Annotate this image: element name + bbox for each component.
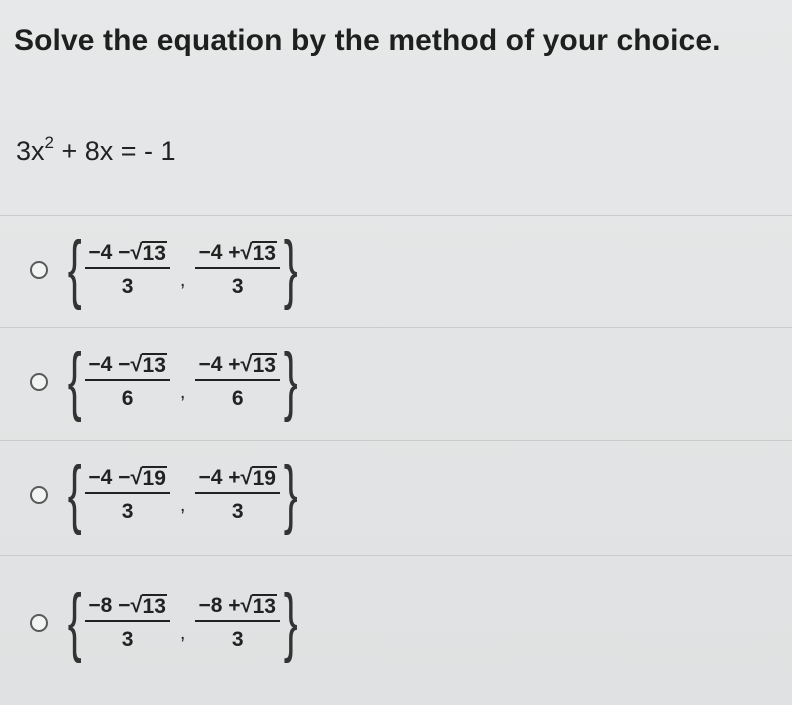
radio-button-option-3[interactable] <box>30 486 48 504</box>
denominator: 3 <box>121 500 134 523</box>
close-brace: } <box>283 451 298 536</box>
radicand: 13 <box>252 241 276 265</box>
fraction-left <box>85 239 169 299</box>
denominator: 3 <box>231 275 244 298</box>
square-root <box>130 239 166 265</box>
square-root <box>240 592 276 618</box>
answer-option-3[interactable] <box>0 441 792 551</box>
comma: , <box>179 269 186 291</box>
square-root <box>240 239 276 265</box>
comma: , <box>179 494 186 516</box>
answer-option-1[interactable] <box>0 216 792 326</box>
numerator-prefix: −8 + <box>198 594 241 617</box>
numerator-prefix: −4 − <box>88 466 131 489</box>
fraction-left <box>85 592 169 652</box>
radical-sign: √ <box>130 464 143 489</box>
denominator: 6 <box>121 387 134 410</box>
numerator-prefix: −4 − <box>88 241 131 264</box>
open-brace: { <box>67 226 82 311</box>
numerator <box>85 592 169 622</box>
equation-term: 3x <box>16 136 45 166</box>
numerator-prefix: −4 + <box>198 466 241 489</box>
open-brace: { <box>67 579 82 664</box>
denominator: 3 <box>231 628 244 651</box>
equation <box>16 135 176 167</box>
square-root <box>130 351 166 377</box>
fraction-right <box>195 239 279 299</box>
square-root <box>130 592 166 618</box>
radical-sign: √ <box>240 592 253 617</box>
radical-sign: √ <box>130 592 143 617</box>
numerator-prefix: −4 − <box>88 353 131 376</box>
fraction-right <box>195 351 279 411</box>
denominator: 6 <box>231 387 244 410</box>
radio-button-option-2[interactable] <box>30 373 48 391</box>
radical-sign: √ <box>240 351 253 376</box>
radicand: 19 <box>142 466 166 490</box>
numerator <box>85 239 169 269</box>
answer-set-3 <box>68 449 297 539</box>
numerator <box>85 351 169 381</box>
radicand: 13 <box>142 594 166 618</box>
answer-set-1 <box>68 224 297 314</box>
equation-exponent: 2 <box>44 133 54 152</box>
denominator: 3 <box>121 628 134 651</box>
denominator: 3 <box>231 500 244 523</box>
radicand: 13 <box>252 353 276 377</box>
numerator <box>85 464 169 494</box>
numerator <box>195 239 279 269</box>
radical-sign: √ <box>240 464 253 489</box>
answer-option-4[interactable] <box>0 556 792 666</box>
numerator-prefix: −8 − <box>88 594 131 617</box>
fraction-right <box>195 592 279 652</box>
numerator <box>195 351 279 381</box>
radio-button-option-1[interactable] <box>30 261 48 279</box>
radicand: 13 <box>142 241 166 265</box>
radical-sign: √ <box>240 239 253 264</box>
square-root <box>240 351 276 377</box>
equation-rest: + 8x = - 1 <box>54 136 176 166</box>
answer-option-2[interactable] <box>0 328 792 438</box>
fraction-right <box>195 464 279 524</box>
numerator <box>195 464 279 494</box>
open-brace: { <box>67 451 82 536</box>
close-brace: } <box>283 226 298 311</box>
radicand: 19 <box>252 466 276 490</box>
radicand: 13 <box>142 353 166 377</box>
close-brace: } <box>283 338 298 423</box>
answer-set-4 <box>68 577 297 667</box>
radicand: 13 <box>252 594 276 618</box>
open-brace: { <box>67 338 82 423</box>
radical-sign: √ <box>130 239 143 264</box>
question-instruction: Solve the equation by the method of your choice. <box>14 24 721 57</box>
fraction-left <box>85 351 169 411</box>
fraction-left <box>85 464 169 524</box>
close-brace: } <box>283 579 298 664</box>
comma: , <box>179 381 186 403</box>
radio-button-option-4[interactable] <box>30 614 48 632</box>
numerator-prefix: −4 + <box>198 241 241 264</box>
denominator: 3 <box>121 275 134 298</box>
radical-sign: √ <box>130 351 143 376</box>
answer-set-2 <box>68 336 297 426</box>
comma: , <box>179 622 186 644</box>
square-root <box>240 464 276 490</box>
numerator-prefix: −4 + <box>198 353 241 376</box>
numerator <box>195 592 279 622</box>
square-root <box>130 464 166 490</box>
